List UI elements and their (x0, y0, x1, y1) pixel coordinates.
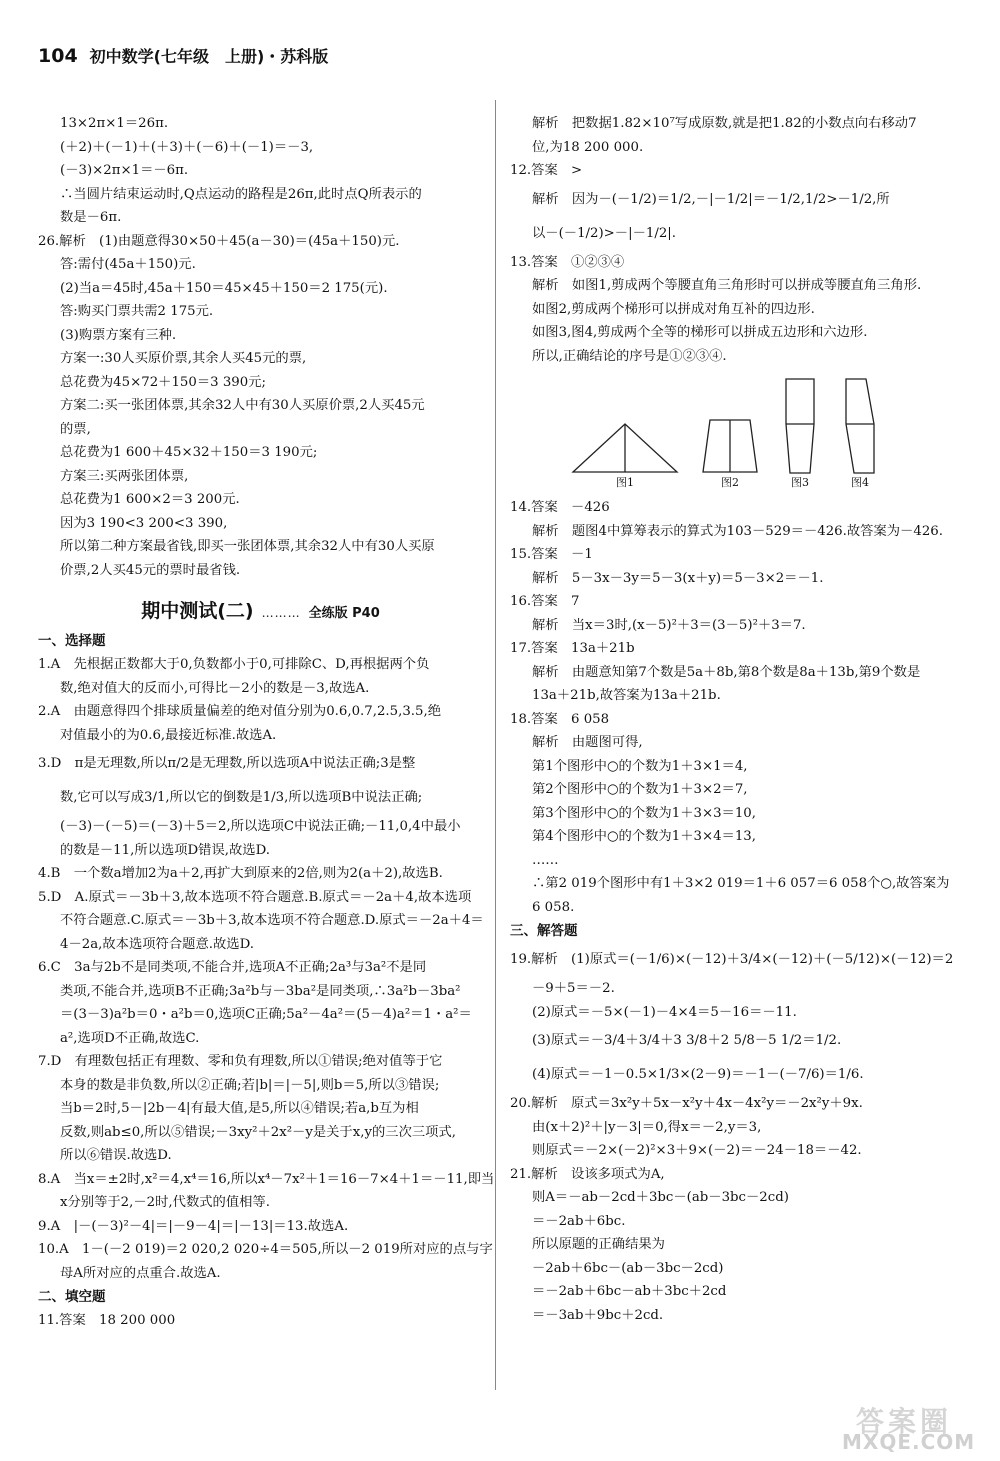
text-line: 反数,则ab≤0,所以⑤错误;－3xy²＋2x²－y是关于x,y的三次三项式, (60, 1124, 456, 1140)
figure-caption: 图3 (791, 476, 809, 489)
text-line: 总花费为1 600×2＝3 200元. (60, 492, 240, 507)
text-line: 15.答案 －1 (510, 547, 593, 562)
text-line: 第3个图形中○的个数为1＋3×3＝10, (532, 805, 756, 821)
text-line: (2)原式＝－5×(－1)－4×4＝5－16＝－11. (532, 1004, 797, 1020)
midterm-heading (38, 596, 483, 623)
trapezoid-figure (700, 416, 760, 476)
text-line: 2.A 由题意得四个排球质量偏差的绝对值分别为0.6,0.7,2.5,3.5,绝 (38, 704, 442, 719)
text-line: 4.B 一个数a增加2为a＋2,再扩大到原来的2倍,则为2(a＋2),故选B. (38, 866, 443, 881)
figure-caption: 图2 (721, 476, 739, 489)
text-line: 18.答案 6 058 (510, 711, 610, 727)
text-line: 数,它可以写成3/1,所以它的倒数是1/3,所以选项B中说法正确; (60, 790, 423, 805)
text-line: 的票, (60, 421, 91, 437)
figure-caption: 图1 (616, 476, 634, 489)
text-line: 方案一:30人买原价票,其余人买45元的票, (60, 351, 307, 366)
page-number: 104 (38, 45, 78, 67)
watermark (818, 1402, 990, 1454)
text-line: ＝－3ab＋9bc＋2cd. (532, 1307, 664, 1323)
text-line: ∴第2 019个图形中有1＋3×2 019＝1＋6 057＝6 058个○,故答案为 (532, 876, 950, 891)
text-line: 26.解析 (1)由题意得30×50＋45(a－30)＝(45a＋150)元. (38, 233, 400, 249)
text-line: ∴当圆片结束运动时,Q点运动的路程是26π,此时点Q所表示的 (60, 186, 422, 202)
text-line: 方案三:买两张团体票, (60, 468, 189, 484)
text-line: 因为3 190<3 200<3 390, (60, 515, 228, 531)
text-line: 以－(－1/2)>－|－1/2|. (532, 225, 676, 241)
text-line: 所以⑥错误.故选D. (60, 1148, 172, 1163)
section-heading: 一、选择题 (38, 633, 106, 649)
text-line: (3)购票方案有三种. (60, 327, 177, 343)
text-line: 答:购买门票共需2 175元. (60, 304, 214, 319)
text-line: 6 058. (532, 899, 575, 915)
text-line: 价票,2人买45元的票时最省钱. (60, 562, 241, 578)
text-line: 第1个图形中○的个数为1＋3×1＝4, (532, 758, 748, 774)
text-line: 9.A |－(－3)²－4|＝|－9－4|＝|－13|＝13.故选A. (38, 1218, 349, 1234)
text-line: 答:需付(45a＋150)元. (60, 257, 196, 272)
text-line: 12.答案 > (510, 163, 583, 178)
text-line: 4－2a,故本选项符合题意.故选D. (60, 936, 254, 952)
text-line: 11.答案 18 200 000 (38, 1313, 176, 1328)
section-heading: 三、解答题 (510, 923, 578, 939)
text-line: 总花费为1 600＋45×32＋150＝3 190元; (60, 445, 318, 460)
text-line: (－3)－(－5)＝(－3)＋5＝2,所以选项C中说法正确;－11,0,4中最小 (60, 819, 461, 834)
hexagon-figure (840, 376, 880, 476)
text-line: 解析 因为－(－1/2)＝1/2,－|－1/2|＝－1/2,1/2>－1/2,所 (532, 191, 890, 207)
left-column (38, 112, 495, 1333)
right-column (510, 112, 962, 1327)
figure-1 (570, 416, 680, 490)
text-line: 8.A 当x＝±2时,x²＝4,x⁴＝16,所以x⁴－7x²＋1＝16－7×4＋1＝－11,即当 (38, 1171, 495, 1187)
text-line: 7.D 有理数包括正有理数、零和负有理数,所以①错误;绝对值等于它 (38, 1054, 443, 1069)
text-line: 总花费为45×72＋150＝3 390元; (60, 374, 266, 390)
text-line: 第2个图形中○的个数为1＋3×2＝7, (532, 782, 748, 797)
figure-2 (700, 416, 760, 490)
text-line: 19.解析 (1)原式＝(－1/6)×(－12)＋3/4×(－12)＋(－5/12)×(－12)＝2 (510, 952, 954, 967)
text-line: 5.D A.原式＝－3b＋3,故本选项不符合题意.B.原式＝－2a＋4,故本选项 (38, 889, 472, 905)
text-line: 解析 当x＝3时,(x－5)²＋3＝(3－5)²＋3＝7. (532, 617, 806, 633)
text-line: 解析 如图1,剪成两个等腰直角三角形时可以拼成等腰直角三角形. (532, 278, 922, 293)
book-title: 初中数学(七年级 上册)・苏科版 (89, 47, 329, 66)
text-line: (＋2)＋(－1)＋(＋3)＋(－6)＋(－1)＝－3, (60, 139, 314, 155)
text-line: 解析 题图4中算筹表示的算式为103－529＝－426.故答案为－426. (532, 523, 943, 539)
triangle-figure (570, 416, 680, 476)
text-line: 如图2,剪成两个梯形可以拼成对角互补的四边形. (532, 301, 815, 317)
text-line: 3.D π是无理数,所以π/2是无理数,所以选项A中说法正确;3是整 (38, 756, 416, 771)
text-line: 20.解析 原式＝3x²y＋5x－x²y＋4x－4x²y＝－2x²y＋9x. (510, 1096, 863, 1111)
text-line: (－3)×2π×1＝－6π. (60, 163, 189, 178)
text-line: ＝(3－3)a²b＝0・a²b＝0,选项C正确;5a²－4a²＝(5－4)a²＝1・a²＝ (60, 1007, 472, 1022)
text-line: 6.C 3a与2b不是同类项,不能合并,选项A不正确;2a³与3a²不是同 (38, 960, 427, 975)
column-divider (495, 100, 496, 1390)
text-line: 本身的数是非负数,所以②正确;若|b|＝|－5|,则b＝5,所以③错误; (60, 1077, 440, 1093)
page-header (38, 44, 328, 67)
pentagon-figure (780, 376, 820, 476)
text-line: a²,选项D不正确,故选C. (60, 1030, 200, 1046)
text-line: 第4个图形中○的个数为1＋3×4＝13, (532, 829, 756, 844)
text-line: …… (532, 852, 559, 868)
text-line: 母A所对应的点重合.故选A. (60, 1265, 221, 1281)
text-line: (3)原式＝－3/4＋3/4＋3 3/8＋2 5/8－5 1/2＝1/2. (532, 1033, 842, 1048)
text-line: 所以,正确结论的序号是①②③④. (532, 348, 727, 364)
text-line: x分别等于2,－2时,代数式的值相等. (60, 1195, 270, 1210)
text-line: 解析 5－3x－3y＝5－3(x＋y)＝5－3×2＝－1. (532, 570, 824, 586)
text-line: (4)原式＝－1－0.5×1/3×(2－9)＝－1－(－7/6)＝1/6. (532, 1067, 864, 1082)
leader-dots: ……… (261, 606, 301, 620)
text-line: (2)当a＝45时,45a＋150＝45×45＋150＝2 175(元). (60, 280, 388, 296)
midterm-title: 期中测试(二) (141, 600, 254, 622)
text-line: 13a＋21b,故答案为13a＋21b. (532, 688, 721, 703)
figure-3 (780, 376, 820, 490)
text-line: 所以第二种方案最省钱,即买一张团体票,其余32人中有30人买原 (60, 539, 435, 554)
text-line: 类项,不能合并,选项B不正确;3a²b与－3ba²是同类项,∴3a²b－3ba² (60, 983, 461, 999)
figure-caption: 图4 (851, 476, 869, 489)
text-line: 17.答案 13a＋21b (510, 641, 635, 656)
text-line: 所以原题的正确结果为 (532, 1237, 665, 1252)
text-line: 方案二:买一张团体票,其余32人中有30人买原价票,2人买45元 (60, 398, 425, 413)
figures-row (510, 376, 962, 490)
text-line: 对值最小的为0.6,最接近标准.故选A. (60, 727, 277, 743)
watermark-url: MXQE.COM (842, 1430, 976, 1454)
text-line: 14.答案 －426 (510, 500, 610, 515)
text-line: 则原式＝－2×(－2)²×3＋9×(－2)＝－24－18＝－42. (532, 1143, 862, 1158)
text-line: ＝－2ab＋6bc－ab＋3bc＋2cd (532, 1284, 727, 1299)
text-line: 解析 由题意知第7个数是5a＋8b,第8个数是8a＋13b,第9个数是 (532, 664, 921, 680)
text-line: 当b＝2时,5－|2b－4|有最大值,是5,所以④错误;若a,b互为相 (60, 1101, 419, 1116)
text-line: －9＋5＝－2. (532, 981, 615, 996)
practice-tag: 全练版 P40 (308, 606, 380, 621)
text-line: 解析 把数据1.82×10⁷写成原数,就是把1.82的小数点向右移动7 (532, 116, 917, 131)
text-line: －2ab＋6bc－(ab－3bc－2cd) (532, 1260, 724, 1276)
text-line: 则A＝－ab－2cd＋3bc－(ab－3bc－2cd) (532, 1190, 789, 1205)
text-line: 由(x＋2)²＋|y－3|＝0,得x＝－2,y＝3, (532, 1119, 762, 1135)
text-line: 解析 由题图可得, (532, 735, 643, 750)
text-line: 13×2π×1＝26π. (60, 116, 169, 131)
text-line: 21.解析 设该多项式为A, (510, 1166, 665, 1182)
text-line: 不符合题意.C.原式＝－3b＋3,故本选项不符合题意.D.原式＝－2a＋4＝ (60, 913, 484, 928)
watermark-logo-text: 答案圈 (856, 1405, 953, 1438)
figure-4 (840, 376, 880, 490)
text-line: 位,为18 200 000. (532, 139, 644, 155)
text-line: 数是－6π. (60, 210, 122, 225)
text-line: 的数是－11,所以选项D错误,故选D. (60, 842, 271, 858)
section-heading: 二、填空题 (38, 1289, 106, 1305)
text-line: 10.A 1－(－2 019)＝2 020,2 020÷4＝505,所以－2 019所对应的点与字 (38, 1242, 493, 1257)
text-line: ＝－2ab＋6bc. (532, 1213, 626, 1229)
text-line: 如图3,图4,剪成两个全等的梯形可以拼成五边形和六边形. (532, 325, 868, 340)
text-line: 1.A 先根据正数都大于0,负数都小于0,可排除C、D,再根据两个负 (38, 657, 430, 672)
text-line: 数,绝对值大的反而小,可得比－2小的数是－3,故选A. (60, 680, 370, 696)
text-line: 16.答案 7 (510, 594, 580, 609)
text-line: 13.答案 ①②③④ (510, 254, 625, 270)
